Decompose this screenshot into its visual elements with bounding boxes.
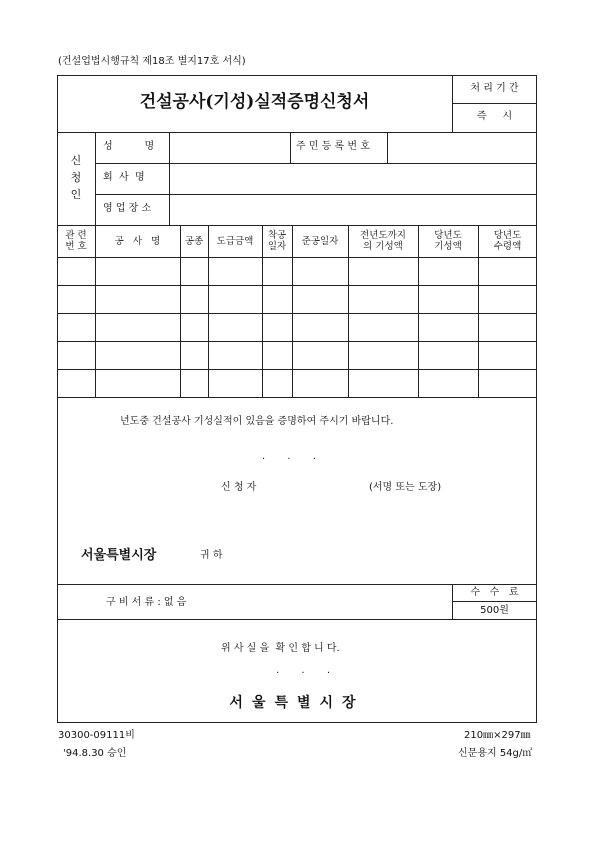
fee-value: 500원: [480, 605, 509, 616]
request-date-dots: . . .: [262, 451, 317, 462]
col-header-start-date: 착공 일자: [267, 230, 287, 252]
divider-fee: [452, 601, 537, 602]
name-value-field[interactable]: [170, 133, 289, 162]
resident-id-label: 주 민 등 록 번 호: [296, 141, 370, 152]
approval-date: '94.8.30 승인: [63, 748, 127, 759]
col-header-completion-date: 준공일자: [301, 236, 339, 247]
table-row[interactable]: [58, 342, 536, 368]
office-label: 영 업 장 소: [103, 203, 152, 214]
table-row[interactable]: [58, 314, 536, 340]
honorific: 귀 하: [200, 550, 223, 561]
resident-id-value-field[interactable]: [388, 133, 536, 162]
addressee: 서울특별시장: [81, 548, 157, 563]
applicant-section-label: 신 청 인: [70, 154, 82, 201]
col-header-prior-year-progress: 전년도까지 의 기성액: [360, 230, 406, 252]
paper-size: 210㎜×297㎜: [464, 730, 531, 741]
office-value-field[interactable]: [170, 195, 536, 224]
col-header-contract-amount: 도급금액: [216, 236, 254, 247]
processing-period-label: 처 리 기 간: [470, 83, 519, 94]
company-value-field[interactable]: [170, 164, 536, 193]
col-header-current-year-progress: 당년도 기성액: [434, 230, 462, 252]
applicant-sign-label: 신 청 자: [221, 482, 257, 493]
divider-fee-end: [57, 619, 537, 620]
name-label: 성 명: [103, 141, 155, 152]
col-header-current-year-collected: 당년도 수령액: [493, 230, 522, 252]
col-header-work-type: 공종: [184, 236, 204, 247]
divider-table-end: [57, 397, 537, 398]
form-code: 30300-09111비: [58, 730, 135, 741]
divider-request-end: [57, 584, 537, 585]
form-title: 건설공사(기성)실적증명신청서: [139, 92, 370, 112]
table-row[interactable]: [58, 370, 536, 396]
issuer: 서울특별시장: [229, 695, 365, 711]
divider-processing: [452, 103, 537, 104]
divider-applicant-end: [57, 225, 537, 226]
fee-label: 수 수 료: [470, 587, 519, 598]
divider-applicant-label: [95, 132, 96, 225]
col-header-project-name: 공 사 명: [114, 236, 161, 247]
confirmation-date-dots: . . .: [276, 665, 331, 676]
table-row[interactable]: [58, 258, 536, 284]
divider-name-value: [290, 132, 291, 163]
regulation-reference: (건설업법시행규칙 제18조 별지17호 서식): [58, 56, 246, 67]
processing-period-value: 즉 시: [476, 111, 513, 122]
paper-spec: 신문용지 54g/㎡: [458, 748, 533, 759]
company-label: 회 사 명: [103, 172, 145, 183]
col-header-mgmt-no: 관 련 번 호: [65, 230, 87, 252]
request-statement: 년도중 건설공사 기성실적이 있음을 증명하여 주시기 바랍니다.: [120, 416, 394, 427]
table-row[interactable]: [58, 286, 536, 312]
signature-hint: (서명 또는 도장): [369, 482, 442, 493]
documents-required: 구 비 서 류 : 없 음: [106, 597, 187, 608]
confirmation-statement: 위 사 실 을 확 인 합 니 다.: [221, 643, 340, 654]
